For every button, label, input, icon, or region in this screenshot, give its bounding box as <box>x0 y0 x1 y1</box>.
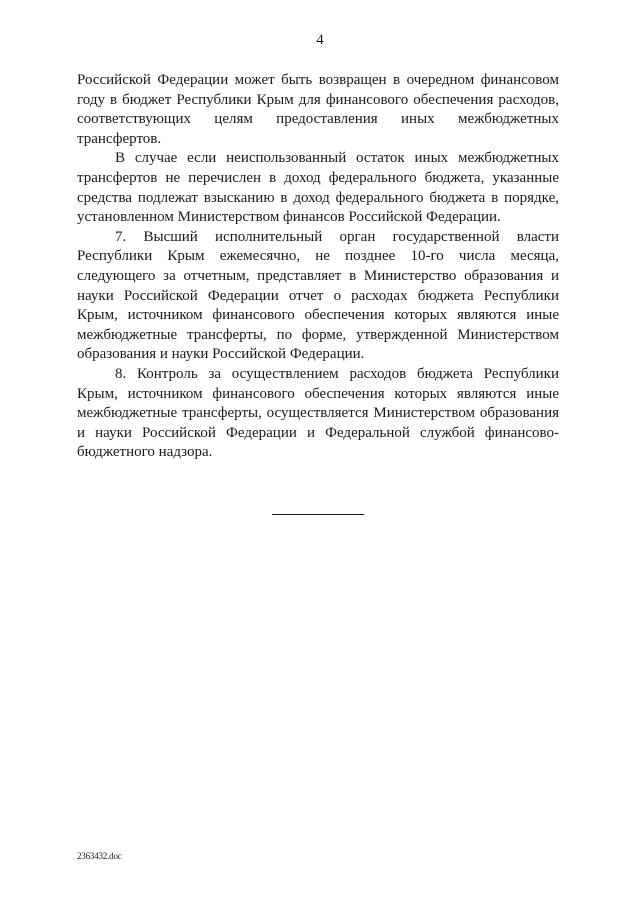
footer-filename: 2363432.doc <box>77 851 122 861</box>
paragraph-unused-balance: В случае если неиспользованный остаток иных межбюджетных трансфертов не перечислен в доход федерального бюджета, указанные средства подлежат взысканию в доход федерального бюджета в порядке, установленном Министерством финансов Российской Федерации. <box>77 150 559 226</box>
page-number: 4 <box>316 32 324 48</box>
paragraph-item-8: 8. Контроль за осуществлением расходов бюджета Республики Крым, источником финансового обеспечения которых являются иные межбюджетные трансферты, осуществляется Министерством образования и науки Российской Федерации и Федеральной службой финансово-бюджетного надзора. <box>77 365 559 461</box>
document-body <box>77 71 559 463</box>
end-separator-line <box>272 514 364 515</box>
paragraph-item-7: 7. Высший исполнительный орган государственной власти Республики Крым ежемесячно, не позднее 10-го числа месяца, следующего за отчетным, представляет в Министерство образования и науки Российской Федерации отчет о расходах бюджета Республики Крым, источником финансового обеспечения которых являются иные межбюджетные трансферты, по форме, утвержденной Министерством образования и науки Российской Федерации. <box>77 228 559 363</box>
paragraph-continuation: Российской Федерации может быть возвращен в очередном финансовом году в бюджет Республики Крым для финансового обеспечения расходов, соответствующих целям предоставления иных межбюджетных трансфертов. <box>77 72 559 147</box>
